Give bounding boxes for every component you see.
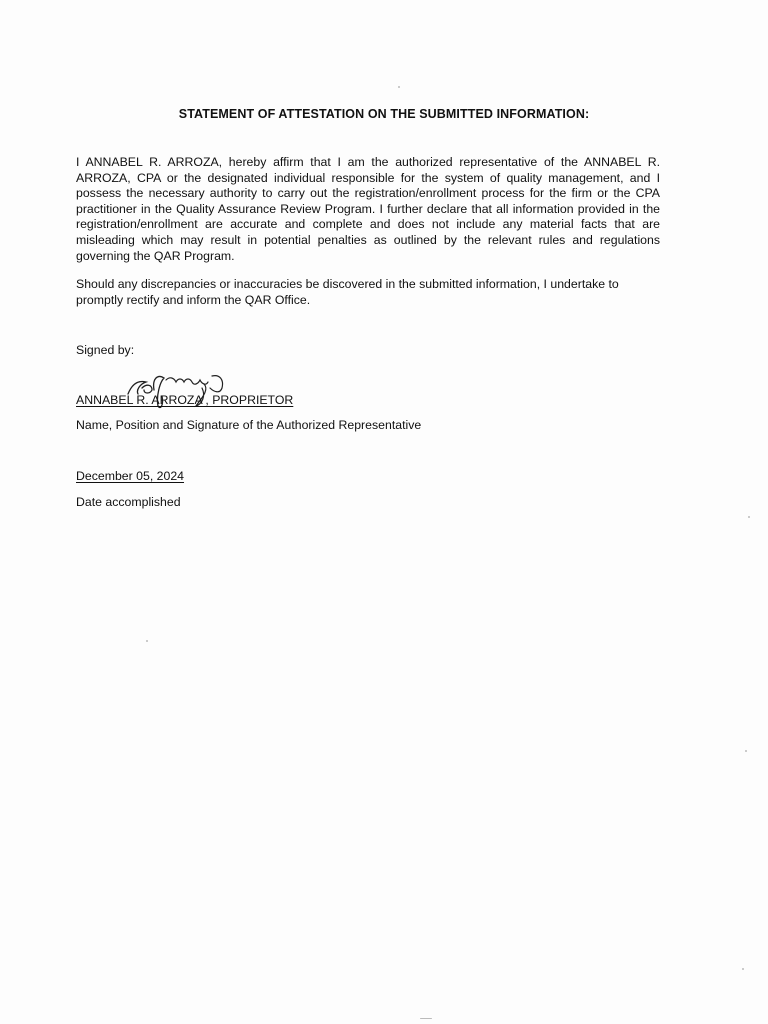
scan-speck xyxy=(748,516,750,518)
undertaking-paragraph: Should any discrepancies or inaccuracies be discovered in the submitted information, I undertake to promptly rectify and inform the QAR Office. xyxy=(76,277,619,307)
attestation-paragraph: I ANNABEL R. ARROZA, hereby affirm that I am the authorized representative of the ANNABEL R. ARROZA, CPA or the designated individual responsible for the system of quality management, and I possess the necessary authority to carry out the registration/enrollment process for the firm or the CPA practitioner in the Quality Assurance Review Program. I further declare that all information provided in the registration/enrollment are accurate and complete and does not include any material facts that are misleading which may result in potential penalties as outlined by the relevant rules and regulations governing the QAR Program. xyxy=(76,155,660,263)
scan-speck xyxy=(420,1018,432,1019)
scan-speck xyxy=(742,968,744,970)
scan-speck xyxy=(398,86,400,88)
signed-by-label: Signed by: xyxy=(76,343,135,357)
signatory-caption: Name, Position and Signature of the Authorized Representative xyxy=(76,418,422,432)
date-accomplished-value: December 05, 2024 xyxy=(76,469,185,483)
document-title: STATEMENT OF ATTESTATION ON THE SUBMITTED INFORMATION: xyxy=(178,107,590,121)
signatory-name-position: ANNABEL R. ARROZA , PROPRIETOR xyxy=(76,393,294,407)
date-accomplished-caption: Date accomplished xyxy=(76,495,181,509)
scan-speck xyxy=(146,640,148,642)
scan-speck xyxy=(745,750,747,752)
